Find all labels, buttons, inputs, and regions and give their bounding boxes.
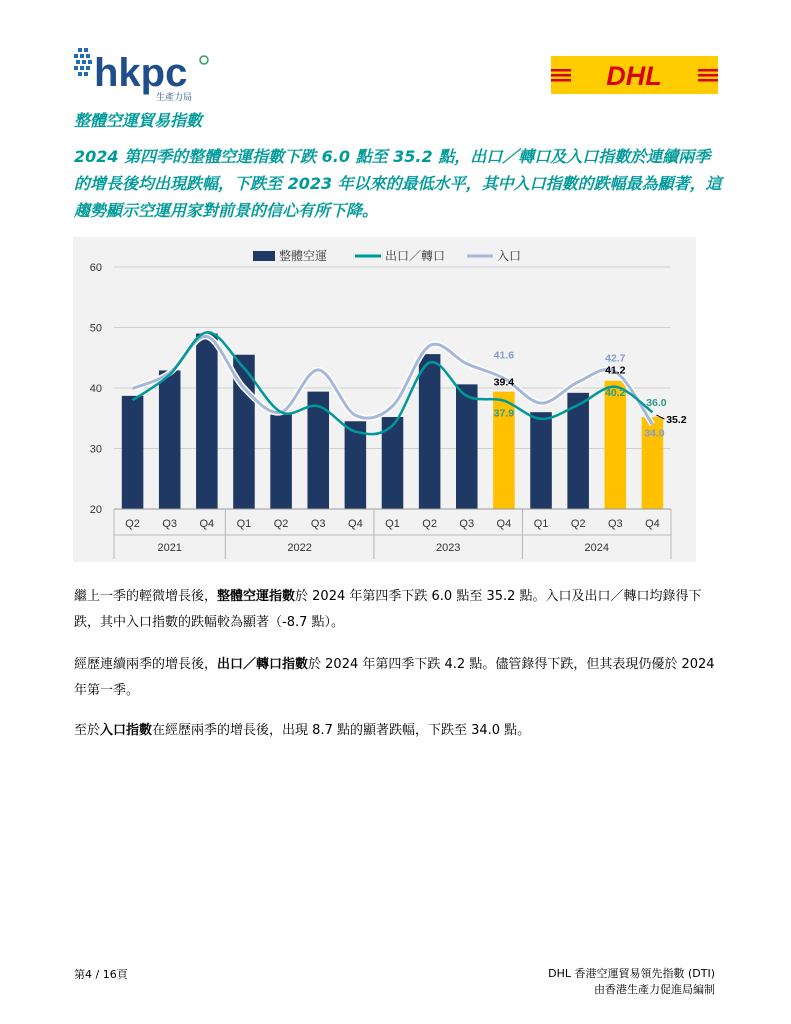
logo-dots-icon: [74, 48, 92, 76]
data-label: 37.9: [493, 407, 515, 420]
data-label: 36.0: [646, 397, 667, 410]
data-label: 42.7: [605, 352, 626, 365]
x-tick-label: Q2: [273, 518, 289, 530]
paragraph-overall: 繼上一季的輕微增長後，整體空運指數於 2024 年第四季下跌 6.0 點至 35.2 點。入口及出口／轉口均錄得下跌，其中入口指數的跌幅較為顯著（-8.7 點）。: [74, 589, 702, 630]
page-number: 第4 / 16頁: [74, 968, 128, 981]
legend-label: 入口: [497, 249, 522, 263]
x-tick-label: Q2: [422, 518, 437, 530]
hkpc-logo-text: hkpc: [94, 51, 188, 95]
bar: [270, 415, 292, 509]
x-tick-label: Q4: [199, 518, 215, 530]
x-tick-label: Q1: [385, 518, 400, 530]
data-label: 41.6: [493, 349, 515, 362]
bar: [159, 370, 181, 509]
bar: [456, 384, 478, 509]
x-tick-label: Q4: [348, 518, 363, 530]
x-tick-label: Q2: [570, 518, 586, 530]
data-label: 34.0: [644, 427, 665, 440]
x-tick-label: Q3: [459, 518, 475, 530]
x-tick-label: Q1: [236, 518, 252, 530]
legend-swatch: [253, 251, 275, 261]
bar: [419, 354, 441, 509]
y-tick-label: 20: [89, 504, 102, 516]
year-label: 2022: [287, 542, 312, 554]
year-label: 2024: [584, 542, 609, 554]
year-label: 2021: [157, 542, 182, 554]
x-tick-label: Q3: [310, 518, 326, 530]
y-tick-label: 60: [89, 262, 102, 274]
data-label: 35.2: [666, 414, 687, 427]
y-tick-label: 50: [89, 322, 102, 335]
legend-label: 整體空運: [279, 249, 328, 263]
paragraph-export: 經歷連續兩季的增長後，出口／轉口指數於 2024 年第四季下跌 4.2 點。儘管錄得下跌，但其表現仍優於 2024 年第一季。: [74, 657, 715, 698]
section-title: 整體空運貿易指數: [74, 111, 203, 130]
bar: [605, 381, 627, 509]
x-tick-label: Q3: [607, 518, 623, 530]
x-tick-label: Q4: [645, 518, 660, 530]
bar: [122, 396, 144, 509]
data-label: 41.2: [605, 364, 626, 377]
headline: 2024 第四季的整體空運指數下跌 6.0 點至 35.2 點，出口／轉口及入口指數於連續兩季的增長後均出現跌幅，下跌至 2023 年以來的最低水平，其中入口指數的跌幅最為顯著，這趨勢顯示空運用家對前景的信心有所下降。: [74, 147, 722, 220]
data-label: 40.2: [605, 386, 626, 399]
bar: [196, 334, 218, 509]
hkpc-logo-subtext: 生產力局: [156, 93, 193, 103]
footer-subtitle: 由香港生產力促進局編制: [594, 983, 715, 996]
paragraph-import: 至於入口指數在經歷兩季的增長後，出現 8.7 點的顯著跌幅，下跌至 34.0 點。: [74, 723, 531, 738]
data-label: 39.4: [493, 376, 515, 389]
footer-title: DHL 香港空運貿易領先指數 (DTI): [548, 967, 715, 980]
x-tick-label: Q4: [496, 518, 512, 530]
dhl-logo: [551, 56, 718, 94]
hkpc-logo: [72, 46, 212, 104]
footer-credit: [548, 966, 715, 998]
dhl-logo-text: DHL: [606, 61, 662, 91]
x-tick-label: Q2: [125, 518, 140, 530]
bar: [530, 412, 552, 509]
legend-label: 出口／轉口: [385, 249, 446, 263]
bar: [567, 393, 589, 509]
y-tick-label: 30: [89, 443, 102, 456]
year-label: 2023: [435, 542, 461, 554]
index-chart: [73, 237, 696, 562]
y-tick-label: 40: [89, 383, 102, 395]
x-tick-label: Q1: [533, 518, 549, 530]
x-tick-label: Q3: [162, 518, 178, 530]
